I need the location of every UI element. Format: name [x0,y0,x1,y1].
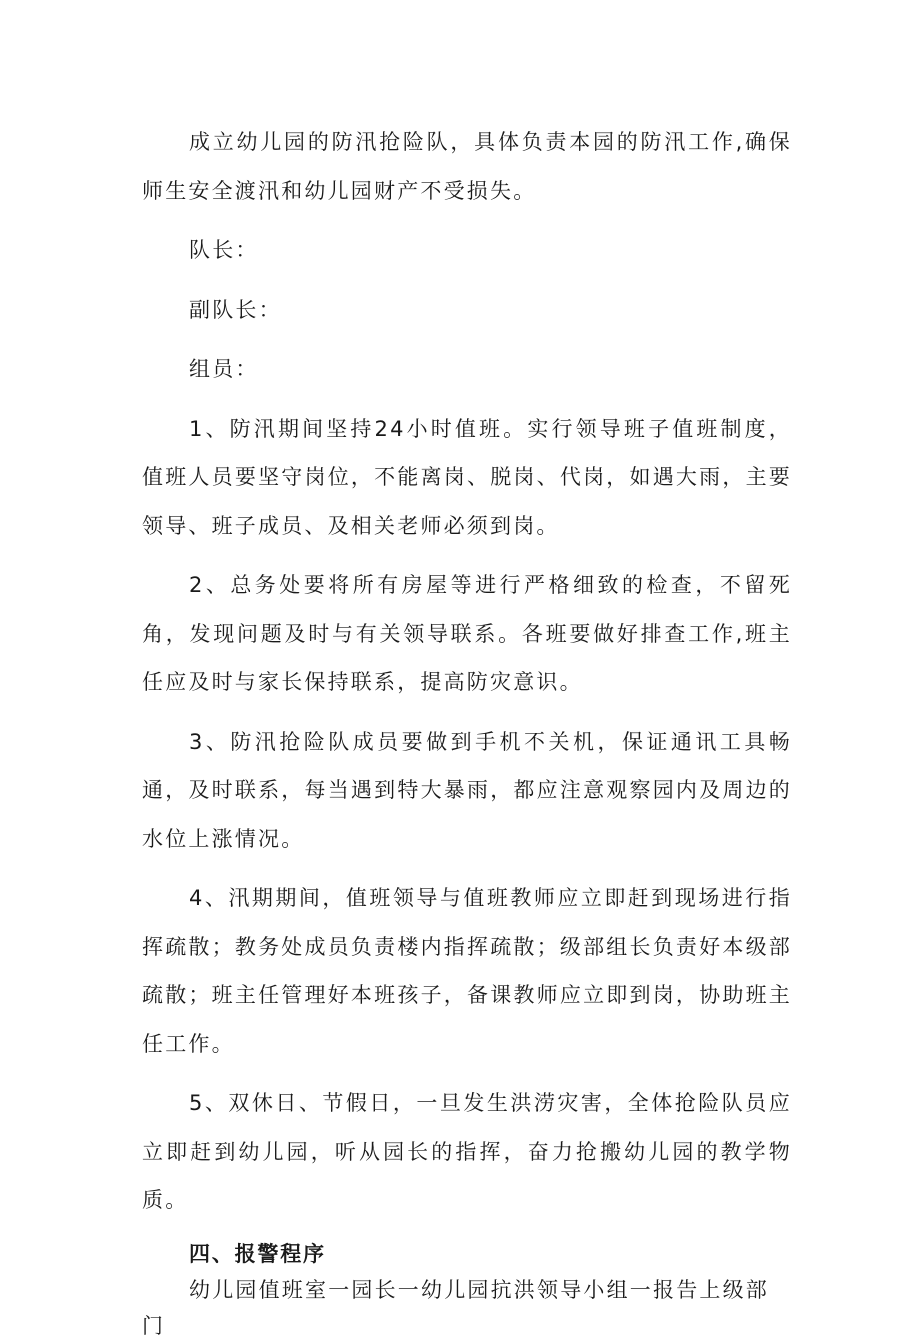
rule-item-4: 4、汛期期间，值班领导与值班教师应立即赶到现场进行指挥疏散；教务处成员负责楼内指挥疏散；级部组长负责好本级部疏散；班主任管理好本班孩子，备课教师应立即到岗，协助班主任工作。 [142,886,792,1056]
section-heading: 四、报警程序 [189,1241,326,1266]
deputy-leader-line: 副队长： [189,297,282,322]
rule-item-2: 2、总务处要将所有房屋等进行严格细致的检查，不留死角，发现问题及时与有关领导联系。各班要做好排查工作,班主任应及时与家长保持联系，提高防灾意识。 [142,573,792,694]
intro-paragraph: 成立幼儿园的防汛抢险队，具体负责本园的防汛工作,确保师生安全渡汛和幼儿园财产不受损失。 [142,130,792,203]
team-leader-line: 队长： [189,238,259,262]
rule-item-3: 3、防汛抢险队成员要做到手机不关机，保证通讯工具畅通，及时联系，每当遇到特大暴雨，都应注意观察园内及周边的水位上涨情况。 [142,729,792,851]
members-line: 组员： [189,357,259,381]
rule-item-1: 1、防汛期间坚持24小时值班。实行领导班子值班制度，值班人员要坚守岗位，不能离岗、脱岗、代岗，如遇大雨，主要领导、班子成员、及相关老师必须到岗。 [142,416,792,538]
alarm-flow-text: 幼儿园值班室一园长一幼儿园抗洪领导小组一报告上级部门 [142,1277,769,1338]
rule-item-5: 5、双休日、节假日，一旦发生洪涝灾害，全体抢险队员应立即赶到幼儿园，听从园长的指挥，奋力抢搬幼儿园的教学物质。 [142,1091,792,1212]
document-body [142,118,792,1344]
